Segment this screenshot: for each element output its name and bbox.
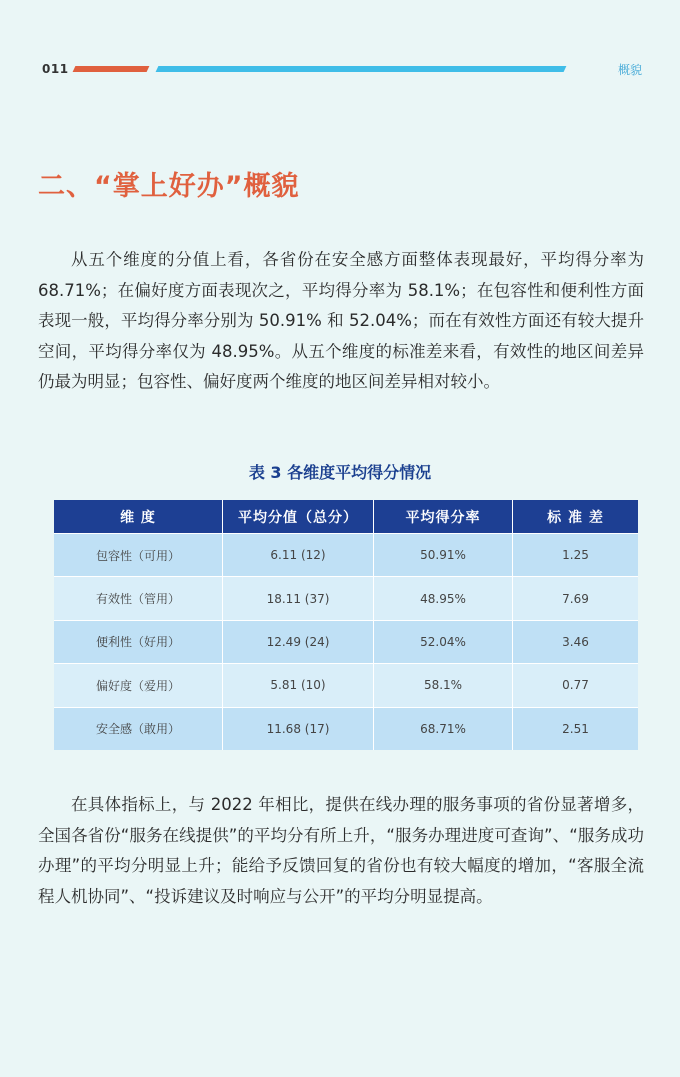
page-number: 011	[42, 62, 69, 76]
cell-std-dev: 2.51	[513, 707, 639, 750]
cell-score-rate: 50.91%	[374, 534, 513, 577]
cell-average-score: 12.49 (24)	[223, 620, 374, 663]
cell-std-dev: 1.25	[513, 534, 639, 577]
header-cell-score-rate: 平均得分率	[374, 500, 513, 534]
header-cell-average-score: 平均分值（总分）	[223, 500, 374, 534]
dimension-score-table	[54, 500, 638, 750]
cell-score-rate: 68.71%	[374, 707, 513, 750]
header-accent-bar-blue	[156, 66, 567, 72]
cell-score-rate: 58.1%	[374, 664, 513, 707]
section-label: 概貌	[617, 63, 642, 77]
body-paragraph-1: 从五个维度的分值上看，各省份在安全感方面整体表现最好，平均得分率为 68.71%；在偏好度方面表现次之，平均得分率为 58.1%；在包容性和便利性方面表现一般，平均得分率分别为 50.91% 和 52.04%；而在有效性方面还有较大提升空间，平均得分率仅为 48.95%。从五个维度的标准差来看，有效性的地区间差异仍最为明显；包容性、偏好度两个维度的地区间差异相对较小。	[38, 250, 644, 391]
cell-std-dev: 0.77	[513, 664, 639, 707]
table-row	[54, 707, 638, 750]
cell-average-score: 6.11 (12)	[223, 534, 374, 577]
page-header	[0, 0, 680, 90]
table-row	[54, 534, 638, 577]
cell-average-score: 11.68 (17)	[223, 707, 374, 750]
table-caption: 表 3 各维度平均得分情况	[248, 463, 432, 482]
cell-average-score: 18.11 (37)	[223, 577, 374, 620]
cell-dimension: 有效性（管用）	[54, 577, 223, 620]
cell-dimension: 包容性（可用）	[54, 534, 223, 577]
cell-score-rate: 48.95%	[374, 577, 513, 620]
cell-score-rate: 52.04%	[374, 620, 513, 663]
body-paragraph-2: 在具体指标上，与 2022 年相比，提供在线办理的服务事项的省份显著增多，全国各省份“服务在线提供”的平均分有所上升，“服务办理进度可查询”、“服务成功办理”的平均分明显上升；能给予反馈回复的省份也有较大幅度的增加，“客服全流程人机协同”、“投诉建议及时响应与公开”的平均分明显提高。	[38, 795, 644, 906]
header-cell-dimension: 维 度	[54, 500, 223, 534]
header-cell-std-dev: 标 准 差	[513, 500, 639, 534]
table-row	[54, 620, 638, 663]
cell-std-dev: 3.46	[513, 620, 639, 663]
cell-dimension: 便利性（好用）	[54, 620, 223, 663]
table-header-row	[54, 500, 638, 534]
table-row	[54, 577, 638, 620]
table-row	[54, 664, 638, 707]
cell-std-dev: 7.69	[513, 577, 639, 620]
cell-dimension: 偏好度（爱用）	[54, 664, 223, 707]
cell-dimension: 安全感（敢用）	[54, 707, 223, 750]
section-title: 二、“掌上好办”概貌	[38, 171, 300, 202]
header-accent-bar-red	[73, 66, 150, 72]
cell-average-score: 5.81 (10)	[223, 664, 374, 707]
